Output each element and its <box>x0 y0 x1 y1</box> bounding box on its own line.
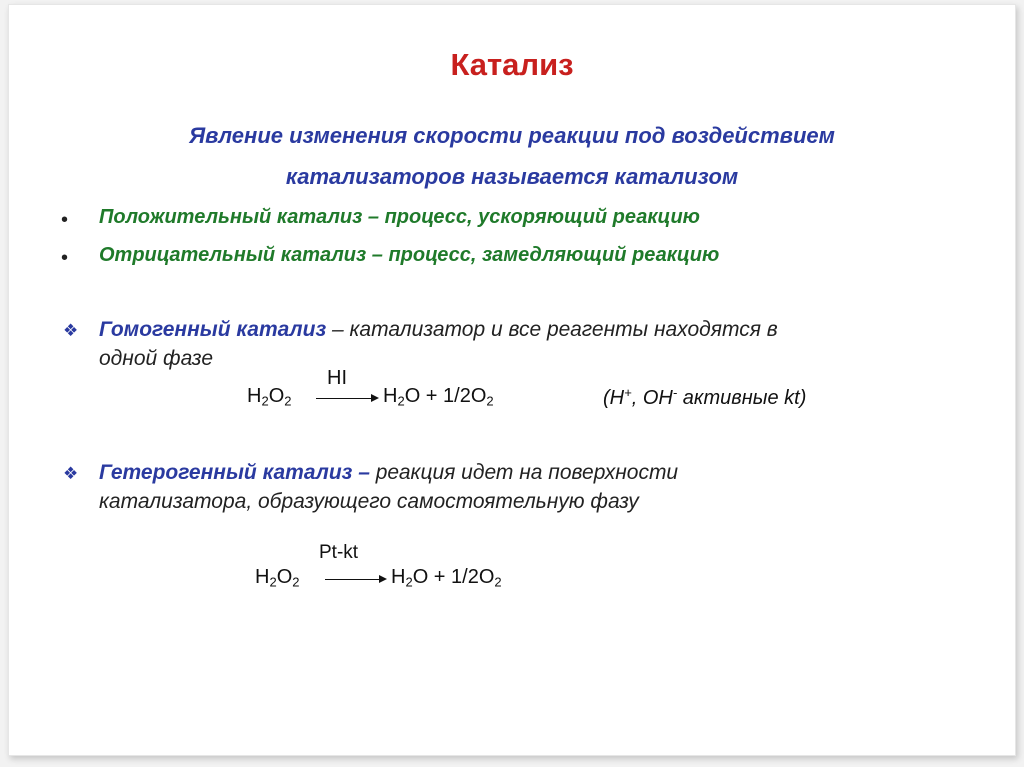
heterogeneous-description: реакция идет на поверхности <box>369 461 679 484</box>
reaction-arrow-icon <box>316 398 377 399</box>
reaction-reactant: $H_2O_2$ <box>247 385 292 409</box>
bullet-marker: • <box>61 247 69 269</box>
definition-line-1: Явление изменения скорости реакции под воздействием <box>189 123 835 148</box>
reaction-catalyst-hi: HI <box>327 367 347 389</box>
heterogeneous-line-1 <box>99 461 678 485</box>
homogeneous-term: Гомогенный катализ <box>99 318 327 341</box>
reaction-product: $H_2O + 1/2O_2$ <box>383 385 494 409</box>
bullet-positive-catalysis: Положительный катализ – процесс, ускоряющий реакцию <box>99 206 700 228</box>
definition-line-2: катализаторов называется катализом <box>285 164 739 189</box>
slide <box>8 4 1016 756</box>
diamond-bullet-icon: ❖ <box>63 464 79 483</box>
homogeneous-description: – катализатор и все реагенты находятся в <box>326 318 778 341</box>
homogeneous-line-1 <box>99 318 778 342</box>
reaction-reactant: $H_2O_2$ <box>255 566 300 590</box>
bullet-negative-catalysis: Отрицательный катализ – процесс, замедляющий реакцию <box>99 244 720 266</box>
heterogeneous-line-2: катализатора, образующего самостоятельную фазу <box>99 490 639 513</box>
reaction-arrow-icon <box>325 579 385 580</box>
slide-title: Катализ <box>450 47 574 82</box>
reaction-note: (H+, OH- активные kt) <box>603 385 807 410</box>
reaction-catalyst-pt: Pt-kt <box>319 542 359 563</box>
reaction-product: $H_2O + 1/2O_2$ <box>391 566 502 590</box>
bullet-marker: • <box>61 209 69 231</box>
heterogeneous-term: Гетерогенный катализ – <box>99 461 370 484</box>
homogeneous-line-2: одной фазе <box>99 347 214 370</box>
diamond-bullet-icon: ❖ <box>63 321 79 340</box>
